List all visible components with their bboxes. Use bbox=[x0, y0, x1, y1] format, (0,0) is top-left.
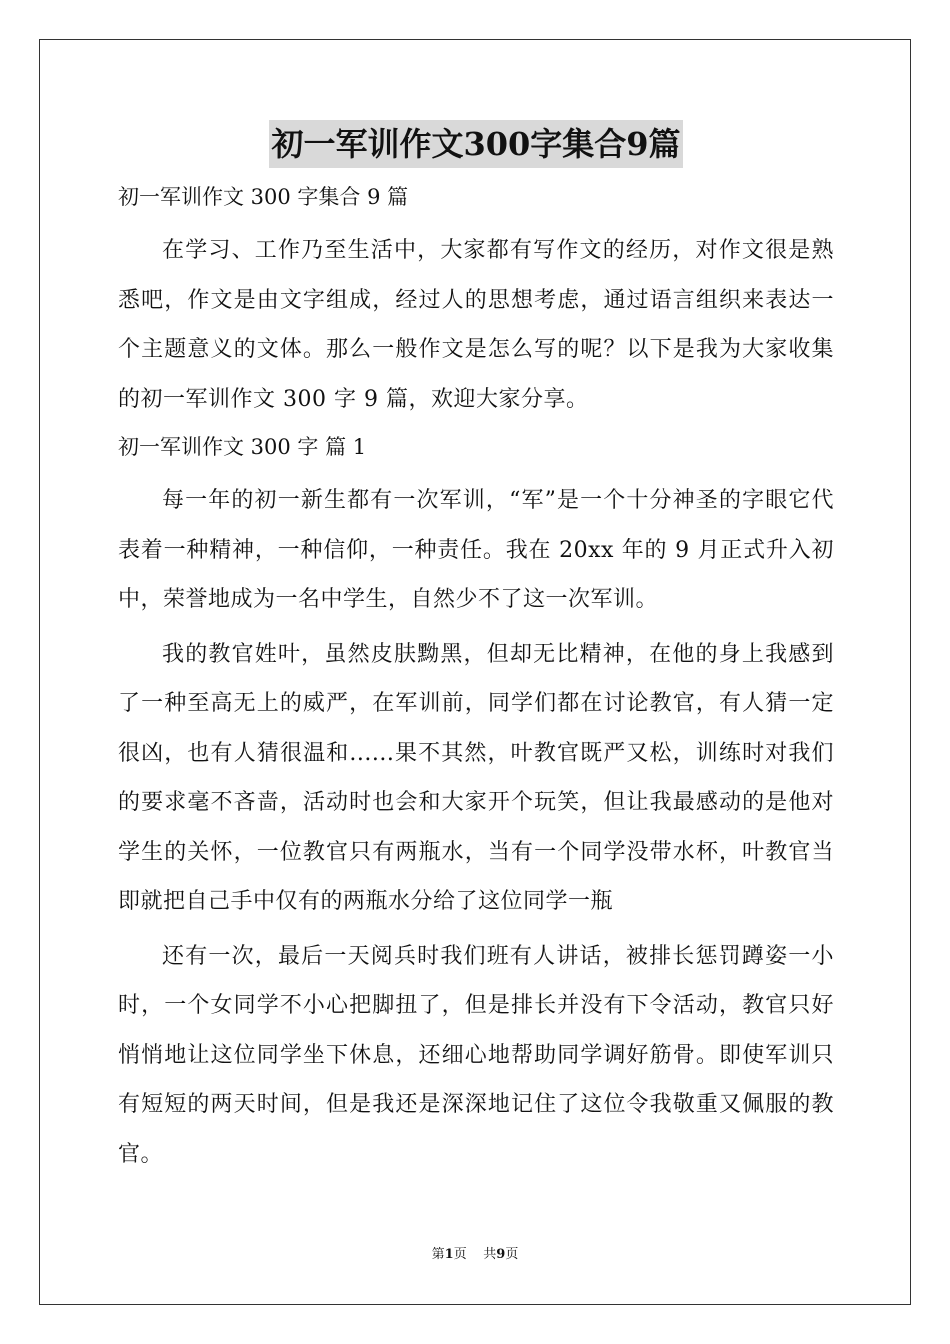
intro-paragraph: 在学习、工作乃至生活中，大家都有写作文的经历，对作文很是熟悉吧，作文是由文字组成，经过人的思想考虑，通过语言组织来表达一个主题意义的文体。那么一般作文是怎么写的呢？以下是我为大家收集的初一军训作文 300 字 9 篇，欢迎大家分享。 bbox=[118, 238, 834, 412]
section-heading: 初一军训作文 300 字 篇 1 bbox=[118, 435, 367, 459]
document-subtitle: 初一军训作文 300 字集合 9 篇 bbox=[118, 185, 409, 209]
title-wrap bbox=[118, 120, 834, 168]
document-title: 初一军训作文300字集合9篇 bbox=[269, 120, 682, 168]
page-suffix: 页 bbox=[453, 1247, 467, 1262]
total-prefix: 共 bbox=[483, 1247, 497, 1262]
body-paragraph-2: 我的教官姓叶，虽然皮肤黝黑，但却无比精神，在他的身上我感到了一种至高无上的威严，在军训前，同学们都在讨论教官，有人猜一定很凶，也有人猜很温和......果不其然，叶教官既严又松，训练时对我们的要求毫不吝啬，活动时也会和大家开个玩笑，但让我最感动的是他对学生的关怀，一位教官只有两瓶水，当有一个同学没带水杯，叶教官当即就把自己手中仅有的两瓶水分给了这位同学一瓶 bbox=[118, 641, 834, 914]
page-footer bbox=[0, 1246, 950, 1264]
page-total: 9 bbox=[496, 1247, 506, 1262]
body-paragraph-1: 每一年的初一新生都有一次军训，“军”是一个十分神圣的字眼它代表着一种精神，一种信仰，一种责任。我在 20xx 年的 9 月正式升入初中，荣誉地成为一名中学生，自然少不了这一次军训。 bbox=[118, 488, 834, 612]
body-paragraph-3: 还有一次，最后一天阅兵时我们班有人讲话，被排长惩罚蹲姿一小时，一个女同学不小心把脚扭了，但是排长并没有下令活动，教官只好悄悄地让这位同学坐下休息，还细心地帮助同学调好筋骨。即使军训只有短短的两天时间，但是我还是深深地记住了这位令我敬重又佩服的教官。 bbox=[118, 943, 834, 1167]
total-suffix: 页 bbox=[505, 1247, 519, 1262]
page-current: 1 bbox=[444, 1247, 454, 1262]
document-body bbox=[118, 120, 834, 1179]
page-prefix: 第 bbox=[431, 1247, 445, 1262]
